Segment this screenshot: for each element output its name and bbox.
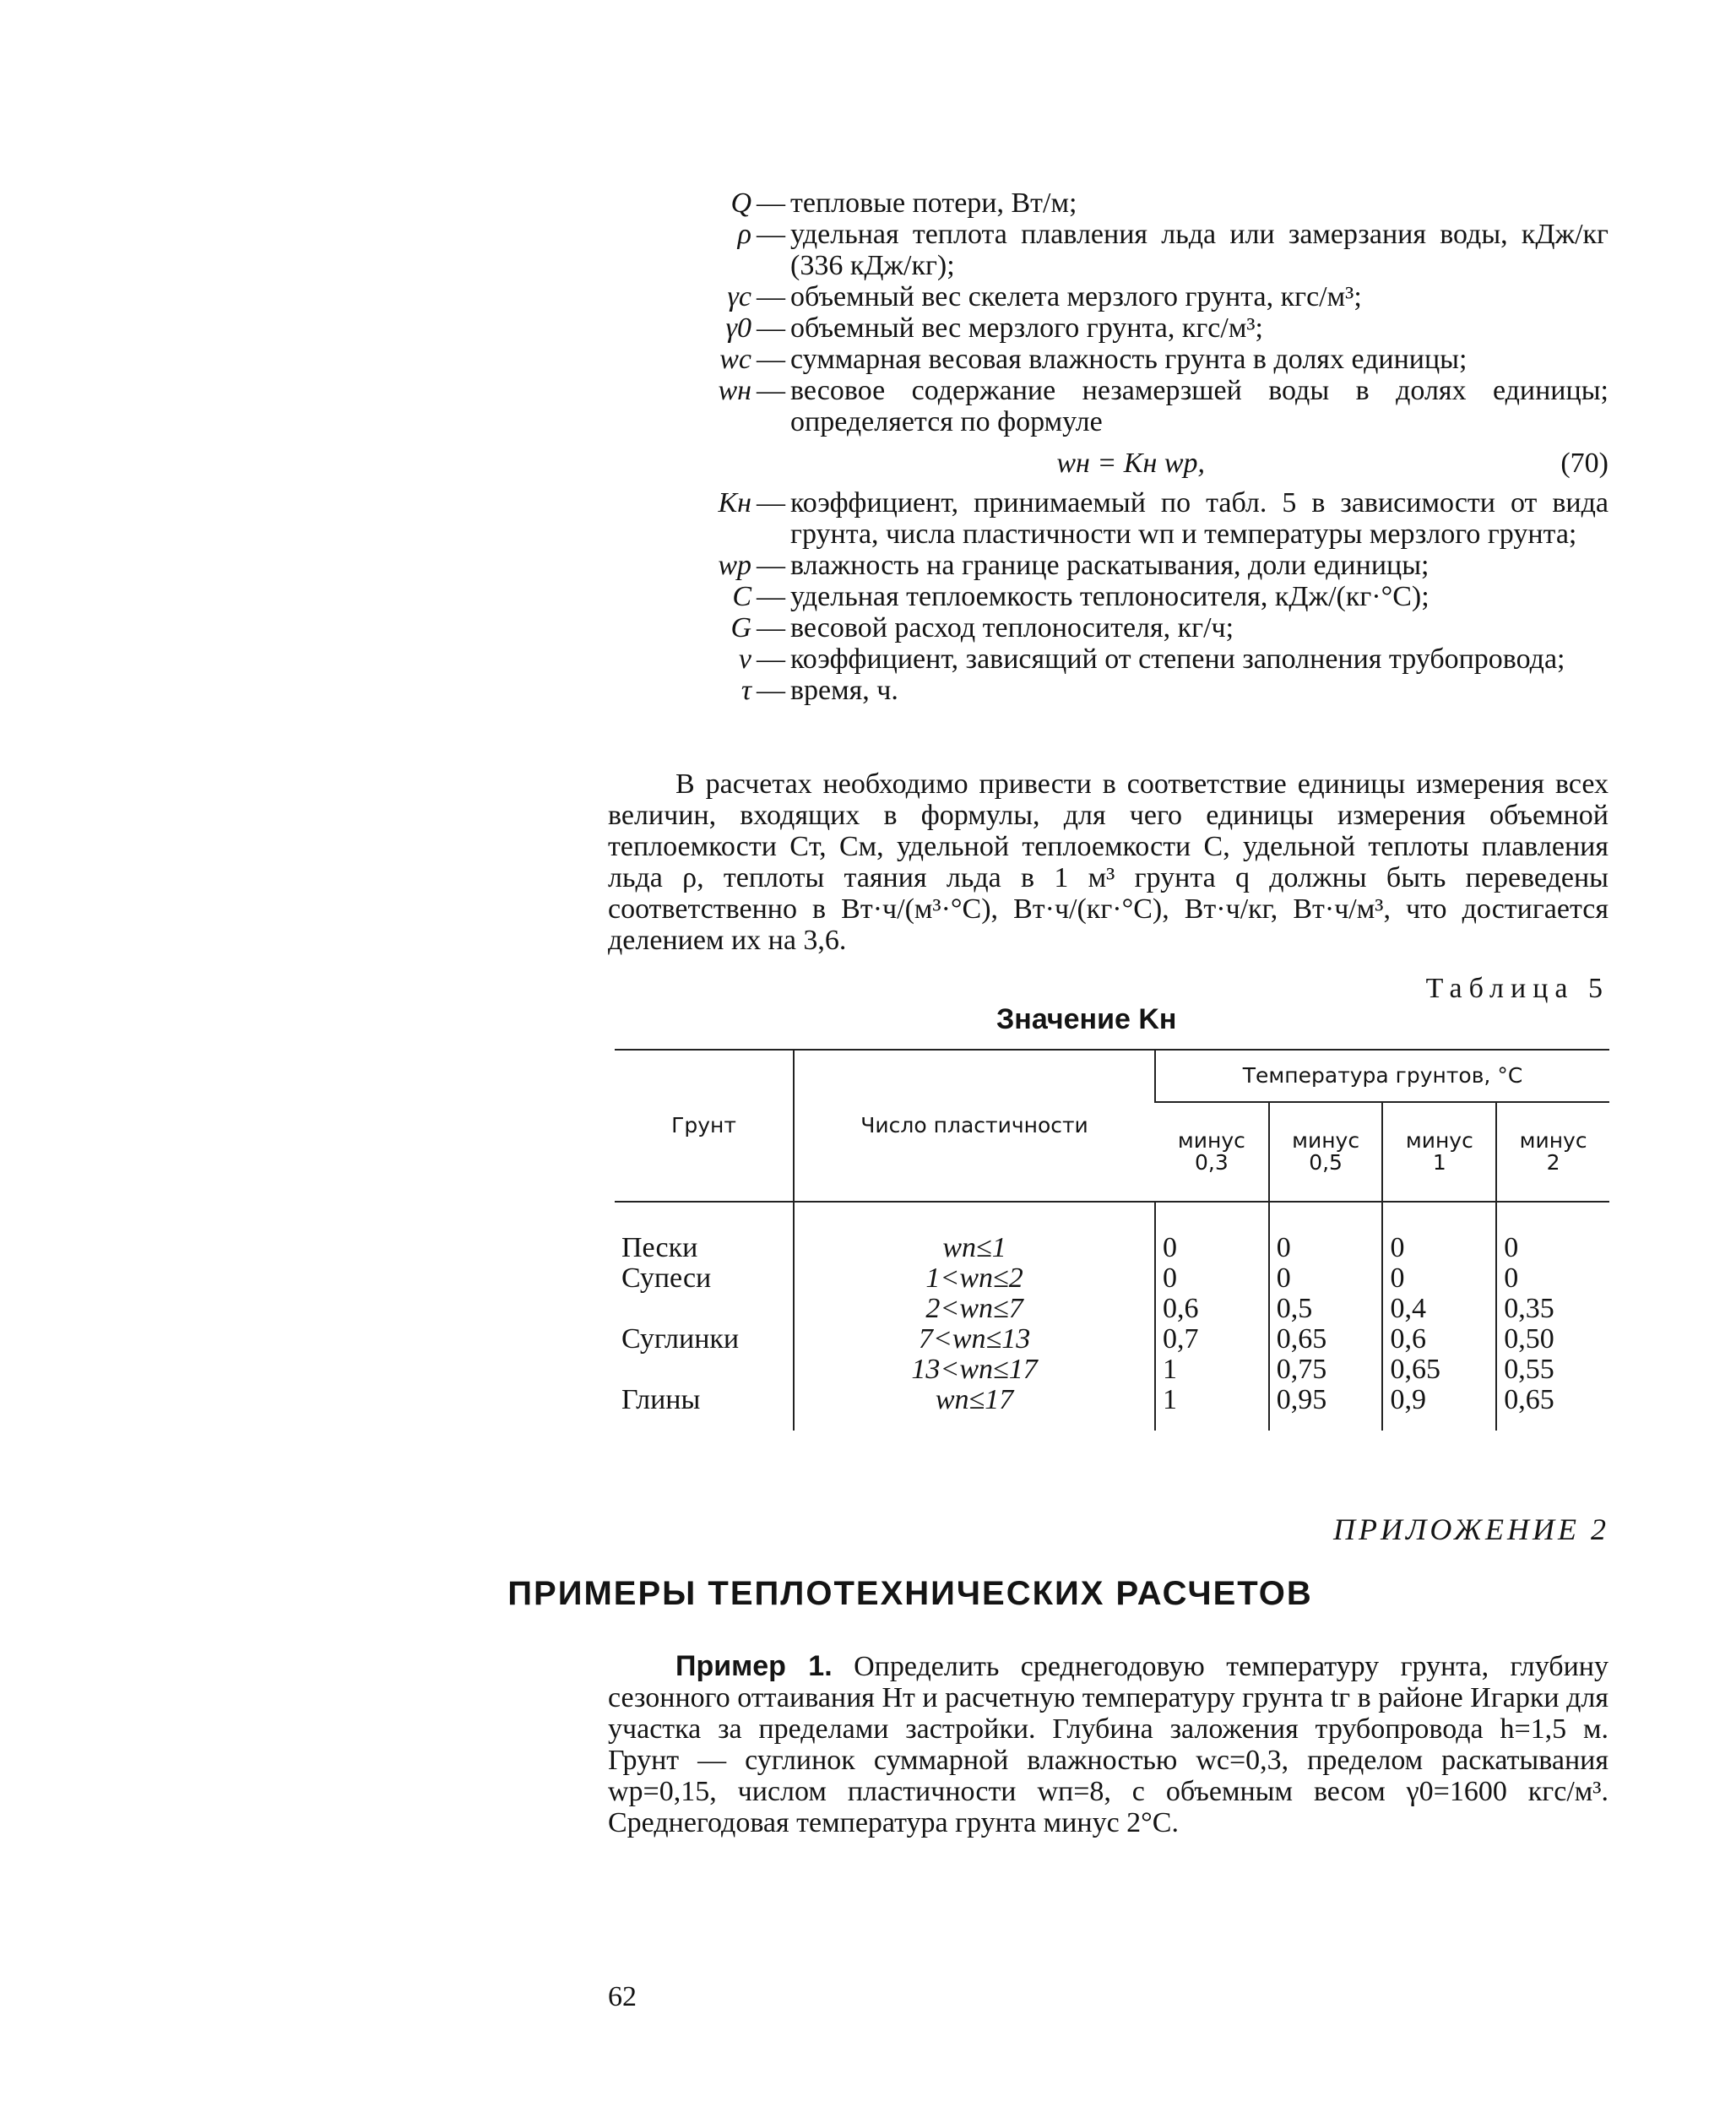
definition-item: τ — время, ч. bbox=[608, 675, 1609, 706]
value-cell: 0,35 bbox=[1496, 1294, 1609, 1324]
definition-text: коэффициент, принимаемый по табл. 5 в зависимости от вида грунта, числа пластичности wп и температуры мерзлого грунта; bbox=[790, 487, 1609, 550]
definition-text: коэффициент, зависящий от степени заполнения трубопровода; bbox=[790, 643, 1565, 675]
value-cell: 0 bbox=[1269, 1202, 1383, 1263]
header-temp-col: минус 0,5 bbox=[1269, 1102, 1383, 1202]
soil-cell bbox=[615, 1355, 794, 1385]
kn-table bbox=[615, 1049, 1609, 1431]
definition-symbol: γс bbox=[727, 281, 751, 312]
soil-cell: Суглинки bbox=[621, 1323, 740, 1355]
definition-text: объемный вес мерзлого грунта, кгс/м³; bbox=[790, 312, 1263, 344]
value-cell: 0,4 bbox=[1382, 1294, 1496, 1324]
plasticity-cell: 7<wп≤13 bbox=[794, 1324, 1155, 1355]
definition-symbol: Q bbox=[730, 187, 751, 219]
value-cell: 0 bbox=[1269, 1263, 1383, 1294]
value-cell: 0,6 bbox=[1155, 1294, 1269, 1324]
value-cell: 0,55 bbox=[1496, 1355, 1609, 1385]
definition-item: wн — весовое содержание незамерзшей воды в долях единицы; определяется по формуле bbox=[608, 375, 1609, 437]
definition-item: G — весовой расход теплоносителя, кг/ч; bbox=[608, 612, 1609, 643]
example-label: Пример 1. bbox=[675, 1650, 833, 1682]
value-cell: 0 bbox=[1496, 1202, 1609, 1263]
example-text: Определить среднегодовую температуру грунта, глубину сезонного оттаивания Hт и расчетную температуру грунта tг в районе Игарки для участка за пределами застройки. Глубина заложения трубопровода h=1,5 м. Грунт — суглинок суммарной влажностью wс=0,3, пределом раскатывания wр=0,15, числом пластичности wп=8, с объемным весом γ0=1600 кгс/м³. Среднегодовая температура грунта минус 2°С. bbox=[608, 1651, 1609, 1838]
definition-text: удельная теплота плавления льда или замерзания воды, кДж/кг (336 кДж/кг); bbox=[790, 219, 1609, 281]
definition-symbol: Kн bbox=[718, 487, 751, 519]
definition-symbol: wн bbox=[718, 375, 751, 406]
table-row bbox=[615, 1294, 1609, 1324]
definition-text: время, ч. bbox=[790, 675, 898, 706]
value-cell: 0 bbox=[1496, 1263, 1609, 1294]
value-cell: 1 bbox=[1155, 1385, 1269, 1431]
formula-70 bbox=[608, 448, 1609, 479]
value-cell: 1 bbox=[1155, 1355, 1269, 1385]
plasticity-cell: 1<wп≤2 bbox=[794, 1263, 1155, 1294]
value-cell: 0,50 bbox=[1496, 1324, 1609, 1355]
value-cell: 0,65 bbox=[1496, 1385, 1609, 1431]
definition-item: wс — суммарная весовая влажность грунта в долях единицы; bbox=[608, 344, 1609, 375]
definition-symbol: wр bbox=[718, 550, 751, 581]
example-paragraph bbox=[608, 1651, 1609, 1838]
plasticity-cell: wп≤1 bbox=[794, 1202, 1155, 1263]
value-cell: 0 bbox=[1382, 1263, 1496, 1294]
table-title: Значение Kн bbox=[996, 1003, 1177, 1035]
table-caption: Таблица 5 bbox=[1425, 973, 1609, 1004]
table-row bbox=[615, 1263, 1609, 1294]
definition-symbol: ν bbox=[738, 643, 751, 675]
definition-text: суммарная весовая влажность грунта в долях единицы; bbox=[790, 344, 1467, 375]
definition-text: удельная теплоемкость теплоносителя, кДж/(кг·°С); bbox=[790, 581, 1429, 612]
value-cell: 0,6 bbox=[1382, 1324, 1496, 1355]
header-temp-col: минус 1 bbox=[1382, 1102, 1496, 1202]
value-cell: 0,7 bbox=[1155, 1324, 1269, 1355]
definition-symbol: G bbox=[730, 612, 751, 643]
definition-text: объемный вес скелета мерзлого грунта, кгс/м³; bbox=[790, 281, 1362, 312]
units-paragraph: В расчетах необходимо привести в соответствие единицы измерения всех величин, входящих в формулы, для чего единицы измерения объемной теплоемкости Cт, Cм, удельной теплоемкости C, удельной теплоты плавления льда ρ, теплоты таяния льда в 1 м³ грунта q должны быть переведены соответственно в Вт·ч/(м³·°С), Вт·ч/(кг·°С), Вт·ч/кг, Вт·ч/м³, что достигается делением их на 3,6. bbox=[608, 768, 1609, 956]
value-cell: 0,95 bbox=[1269, 1385, 1383, 1431]
table-row bbox=[615, 1385, 1609, 1431]
value-cell: 0,65 bbox=[1269, 1324, 1383, 1355]
page-number: 62 bbox=[608, 1981, 637, 2012]
header-temp-col: минус 0,3 bbox=[1155, 1102, 1269, 1202]
value-cell: 0,9 bbox=[1382, 1385, 1496, 1431]
formula-expression: wн = Kн wр, bbox=[1056, 448, 1206, 479]
soil-cell: Пески bbox=[621, 1232, 698, 1263]
table-row bbox=[615, 1324, 1609, 1355]
soil-cell bbox=[615, 1294, 794, 1324]
definition-item: ρ — удельная теплота плавления льда или замерзания воды, кДж/кг (336 кДж/кг); bbox=[608, 219, 1609, 281]
definition-item: Kн — коэффициент, принимаемый по табл. 5 в зависимости от вида грунта, числа пластичности wп и температуры мерзлого грунта; bbox=[608, 487, 1609, 550]
plasticity-cell: 13<wп≤17 bbox=[794, 1355, 1155, 1385]
value-cell: 0 bbox=[1382, 1202, 1496, 1263]
definition-text: весовое содержание незамерзшей воды в долях единицы; определяется по формуле bbox=[790, 375, 1609, 437]
header-plasticity: Число пластичности bbox=[794, 1050, 1155, 1202]
value-cell: 0 bbox=[1155, 1202, 1269, 1263]
definition-text: весовой расход теплоносителя, кг/ч; bbox=[790, 612, 1234, 643]
definition-symbol: τ bbox=[741, 675, 751, 706]
definition-symbol: γ0 bbox=[725, 312, 751, 344]
soil-cell: Глины bbox=[621, 1384, 701, 1415]
appendix-label: ПРИЛОЖЕНИЕ 2 bbox=[1333, 1512, 1609, 1546]
definitions-list bbox=[608, 187, 1609, 706]
table-row bbox=[615, 1355, 1609, 1385]
definition-symbol: wс bbox=[719, 344, 751, 375]
table-row bbox=[615, 1202, 1609, 1263]
value-cell: 0,5 bbox=[1269, 1294, 1383, 1324]
header-soil: Грунт bbox=[615, 1050, 794, 1202]
definition-text: влажность на границе раскатывания, доли единицы; bbox=[790, 550, 1429, 581]
soil-cell: Супеси bbox=[621, 1262, 712, 1294]
header-temperature: Температура грунтов, °С bbox=[1155, 1050, 1609, 1102]
definition-text: тепловые потери, Вт/м; bbox=[790, 187, 1077, 219]
definition-item: γ0 — объемный вес мерзлого грунта, кгс/м³; bbox=[608, 312, 1609, 344]
value-cell: 0 bbox=[1155, 1263, 1269, 1294]
plasticity-cell: 2<wп≤7 bbox=[794, 1294, 1155, 1324]
definition-symbol: C bbox=[732, 581, 751, 612]
definition-item: γс — объемный вес скелета мерзлого грунта, кгс/м³; bbox=[608, 281, 1609, 312]
formula-number: (70) bbox=[1560, 448, 1609, 479]
definition-item: Q — тепловые потери, Вт/м; bbox=[608, 187, 1609, 219]
definition-item: C — удельная теплоемкость теплоносителя, кДж/(кг·°С); bbox=[608, 581, 1609, 612]
definition-item: wр — влажность на границе раскатывания, доли единицы; bbox=[608, 550, 1609, 581]
value-cell: 0,75 bbox=[1269, 1355, 1383, 1385]
definition-item: ν — коэффициент, зависящий от степени заполнения трубопровода; bbox=[608, 643, 1609, 675]
section-heading: ПРИМЕРЫ ТЕПЛОТЕХНИЧЕСКИХ РАСЧЕТОВ bbox=[507, 1575, 1313, 1612]
definition-symbol: ρ bbox=[737, 219, 751, 250]
plasticity-cell: wп≤17 bbox=[794, 1385, 1155, 1431]
header-temp-col: минус 2 bbox=[1496, 1102, 1609, 1202]
value-cell: 0,65 bbox=[1382, 1355, 1496, 1385]
